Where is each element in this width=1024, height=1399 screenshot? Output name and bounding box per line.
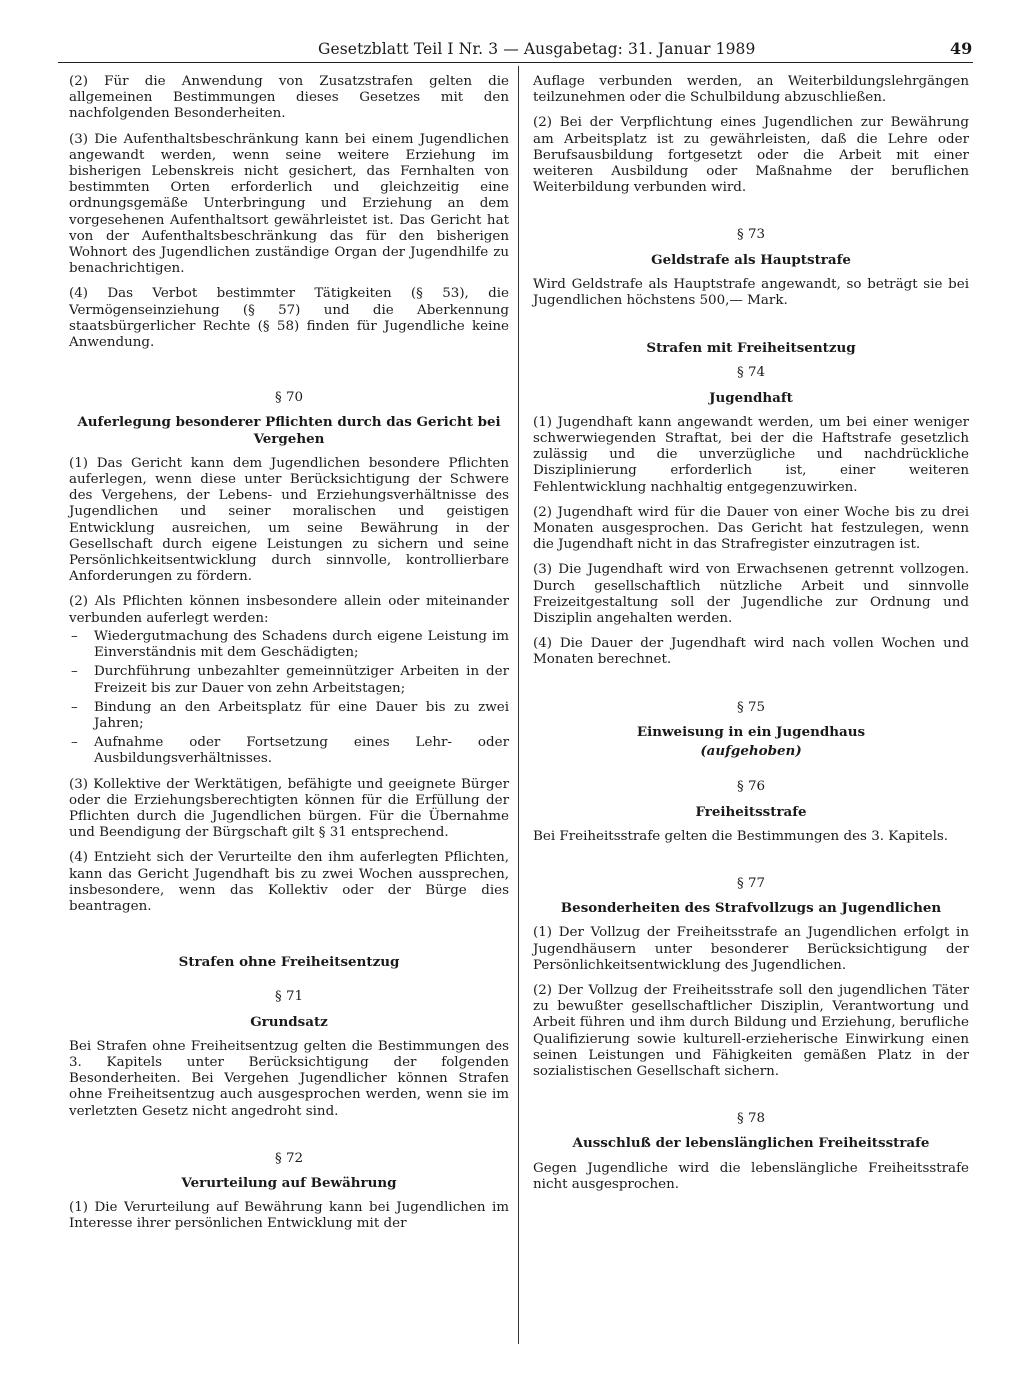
paragraph: (2) Jugendhaft wird für die Dauer von einer Woche bis zu drei Monaten ausgesprochen. Das Gericht hat festzulegen, wenn die Jugendhaft nicht in das Strafregister einzutragen ist. <box>533 504 969 553</box>
paragraph: (2) Bei der Verpflichtung eines Jugendlichen zur Bewährung am Arbeitsplatz ist zu gewährleisten, daß die Lehre oder Berufsausbildung fortgesetzt oder die Arbeit mit einer weiteren Ausbildung oder Maßnahme der beruflichen Weiterbildung verbunden wird. <box>533 115 969 196</box>
paragraph: (4) Entzieht sich der Verurteilte den ihm auferlegten Pflichten, kann das Gericht Jugendhaft bis zu zwei Wochen aussprechen, insbesondere, wenn das Kollektiv oder der Bürge dies beantragen. <box>69 850 509 914</box>
paragraph: (1) Die Verurteilung auf Bewährung kann bei Jugendlichen im Interesse ihrer persönlichen Entwicklung mit der <box>69 1200 509 1232</box>
list-item: – Aufnahme oder Fortsetzung eines Lehr- oder Ausbildungsverhältnisses. <box>69 735 509 767</box>
page-header <box>0 40 1024 62</box>
paragraph: (2) Der Vollzug der Freiheitsstrafe soll den jugendlichen Täter zu bewußter gesellschaftlicher Disziplin, Verantwortung und Arbeit führen und ihm durch Bildung und Erziehung, berufliche Qualifizierung sowie kulturell-erzieherische Einwirkung einen seinen Leistungen und Fähigkeiten gemäßen Platz in der sozialistischen Gesellschaft sichern. <box>533 982 969 1079</box>
section-number: § 70 <box>274 390 304 406</box>
section-title: Auferlegung besonderer Pflichten durch das Gericht bei Vergehen <box>77 414 501 447</box>
list-item: – Bindung an den Arbeitsplatz für eine Dauer bis zu zwei Jahren; <box>69 700 509 732</box>
section-number: § 77 <box>736 875 766 891</box>
paragraph: (3) Kollektive der Werktätigen, befähigte und geeignete Bürger oder die Erziehungsberechtigten können für die Erfüllung der Pflichten durch die Jugendlichen bürgen. Für die Übernahme und Beendigung der Bürgschaft gilt § 31 entsprechend. <box>69 776 509 841</box>
header-title: Gesetzblatt Teil I Nr. 3 — Ausgabetag: 31. Januar 1989 <box>318 40 756 58</box>
paragraph: (1) Jugendhaft kann angewandt werden, um bei einer weniger schwerwiegenden Straftat, bei der die Haftstrafe gesetzlich zulässig und die unverzügliche und nachdrückliche Disziplinierung erforderlich ist, einer weiteren Fehlentwicklung nachhaltig entgegenzuwirken. <box>533 414 969 495</box>
list-item: – Durchführung unbezahlter gemeinnütziger Arbeiten in der Freizeit bis zur Dauer von zehn Arbeitstagen; <box>69 664 509 696</box>
obligations-list <box>69 629 509 768</box>
header-rule <box>58 62 973 63</box>
paragraph: Gegen Jugendliche wird die lebenslängliche Freiheitsstrafe nicht ausgesprochen. <box>533 1160 969 1192</box>
paragraph: (4) Das Verbot bestimmter Tätigkeiten (§ 53), die Vermögenseinziehung (§ 57) und die Aberkennung staatsbürgerlicher Rechte (§ 58) finden für Jugendliche keine Anwendung. <box>69 286 509 351</box>
section-number: § 78 <box>736 1111 766 1127</box>
section-title: Jugendhaft <box>709 389 793 406</box>
paragraph: Wird Geldstrafe als Hauptstrafe angewandt, so beträgt sie bei Jugendlichen höchstens 500,— Mark. <box>533 276 969 309</box>
column-divider <box>518 66 519 1344</box>
section-number: § 76 <box>736 779 766 795</box>
section-title: Verurteilung auf Bewährung <box>181 1174 397 1191</box>
paragraph: (2) Für die Anwendung von Zusatzstrafen gelten die allgemeinen Bestimmungen dieses Gesetzes mit den nachfolgenden Besonderheiten. <box>69 74 509 122</box>
section-number: § 72 <box>274 1150 304 1166</box>
paragraph: (4) Die Dauer der Jugendhaft wird nach vollen Wochen und Monaten berechnet. <box>533 636 969 668</box>
section-title: Grundsatz <box>250 1013 328 1030</box>
section-number: § 73 <box>736 227 766 243</box>
paragraph: (3) Die Jugendhaft wird von Erwachsenen getrennt vollzogen. Durch gesellschaftlich nützliche Arbeit und sinnvolle Freizeitgestaltung soll der Jugendliche zur Ordnung und Disziplin angehalten werden. <box>533 562 969 627</box>
paragraph: (1) Der Vollzug der Freiheitsstrafe an Jugendlichen erfolgt in Jugendhäusern unter besonderer Berücksichtigung der Persönlichkeitsentwicklung des Jugendlichen. <box>533 925 969 973</box>
paragraph: Bei Freiheitsstrafe gelten die Bestimmungen des 3. Kapitels. <box>533 828 949 844</box>
right-column <box>533 74 969 1202</box>
paragraph: Auflage verbunden werden, an Weiterbildungslehrgängen teilzunehmen oder die Schulbildung abzuschließen. <box>533 74 969 106</box>
section-number: § 71 <box>274 989 304 1005</box>
left-column <box>69 74 509 1242</box>
section-note: (aufgehoben) <box>700 743 802 760</box>
section-number: § 74 <box>736 365 766 381</box>
section-title: Ausschluß der lebenslänglichen Freiheitsstrafe <box>572 1135 930 1152</box>
section-title: Geldstrafe als Hauptstrafe <box>651 251 851 268</box>
chapter-heading: Strafen ohne Freiheitsentzug <box>178 954 400 971</box>
paragraph: (3) Die Aufenthaltsbeschränkung kann bei einem Jugendlichen angewandt werden, wenn seine weitere Erziehung im bisherigen Lebenskreis nicht gesichert, das Fernhalten von bestimmten Orten erforderlich und gleichzeitig eine ordnungsgemäße Unterbringung und Erziehung an dem vorgesehenen Aufenthaltsort gewährleistet ist. Das Gericht hat von der Aufenthaltsbeschränkung das für den bisherigen Wohnort des Jugendlichen zuständige Organ der Jugendhilfe zu benachrichtigen. <box>69 131 509 277</box>
section-title: Einweisung in ein Jugendhaus <box>636 723 866 740</box>
section-title: Freiheitsstrafe <box>695 803 807 820</box>
chapter-heading: Strafen mit Freiheitsentzug <box>646 340 856 357</box>
paragraph: (2) Als Pflichten können insbesondere allein oder miteinander verbunden auferlegt werden: <box>69 594 509 626</box>
paragraph: Bei Strafen ohne Freiheitsentzug gelten die Bestimmungen des 3. Kapitels unter Berücksichtigung der folgenden Besonderheiten. Bei Vergehen Jugendlicher können Strafen ohne Freiheitsentzug auch ausgesprochen werden, wenn sie im verletzten Gesetz nicht angedroht sind. <box>69 1038 509 1119</box>
section-number: § 75 <box>736 699 766 715</box>
section-title: Besonderheiten des Strafvollzugs an Jugendlichen <box>560 900 942 917</box>
page-number: 49 <box>950 39 973 58</box>
list-item: – Wiedergutmachung des Schadens durch eigene Leistung im Einverständnis mit dem Geschädigten; <box>69 629 509 661</box>
paragraph: (1) Das Gericht kann dem Jugendlichen besondere Pflichten auferlegen, wenn diese unter Berücksichtigung der Schwere des Vergehens, der Lebens- und Erziehungsverhältnisse des Jugendlichen und seiner moralischen und geistigen Entwicklung ausreichen, um seine Bewährung in der Gesellschaft durch eigene Leistungen zu sichern und seine Persönlichkeitsentwicklung durch sinnvolle, kontrollierbare Anforderungen zu fördern. <box>69 455 509 585</box>
